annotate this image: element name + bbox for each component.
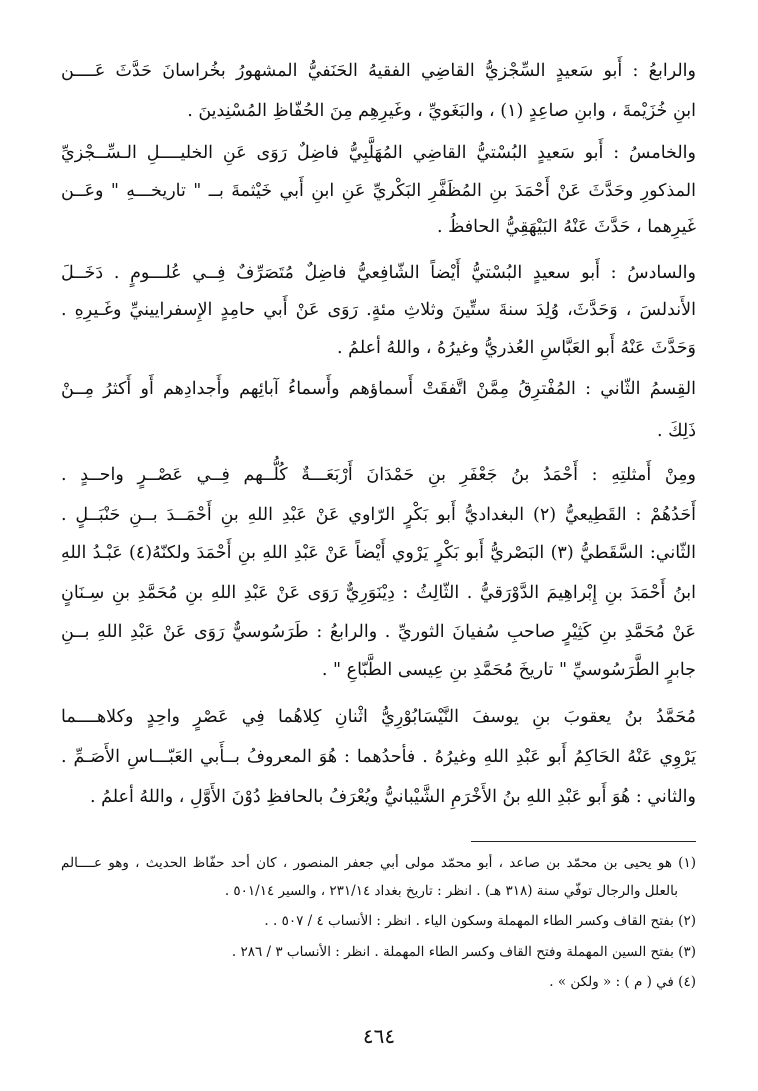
footnote-line: (٣) بفتح السين المهملة وفتح القاف وكسر الطاء المهملة . انظر : الأنساب ٣ / ٢٨٦ . [231,944,696,960]
body-line: جابرٍ الطَّرَسُوسيِّ " تاريخَ مُحَمَّدِ بنِ عِيسى الطَّبّاعِ " . [321,660,696,680]
body-line: والثاني : هُوَ أَبو عَبْدِ اللهِ بنُ الأَخْرَمِ الشَّيْبانيُّ ويُعْرَفُ بالحافظِ دُوْنَ الأَوَّلِ ، واللهُ أعلمُ . [89,787,696,807]
footnote-line: (١) هو يحيى بن محمّد بن صاعد ، أبو محمّد مولى أبي جعفر المنصور ، كان أحد حفّاظ الحديث ، وهو عــــالم [61,855,696,871]
body-line: يَرْوِي عَنْهُ الحَاكِمُ أَبو عَبْدِ اللهِ وغيرُهُ . فأحدُهما : هُوَ المعروفُ بــأَبي العَبّـــاسِ الأَصَـمِّ . [61,747,696,767]
body-line: الثّاني: السَّقَطيُّ (٣) البَصْريُّ أَبو بَكْرٍ يَرْوي أَيْضاً عَنْ عَبْدِ اللهِ بنِ أَحْمَدَ ولكنّهُ(٤) عَبْـدُ اللهِ [61,543,696,563]
footnote-separator [471,841,696,842]
body-line: وَحَدَّثَ عَنْهُ أَبو العَبَّاسِ العُذريُّ وغيرُهُ ، واللهُ أعلمُ . [337,338,696,358]
body-line: مُحَمَّدُ بنُ يعقوبَ بنِ يوسفَ النَّيْسَابُوْرِيُّ اثْنانِ كِلاهُما فِي عَصْرٍ واحِدٍ وكلاهــــما [61,707,696,727]
body-line: غَيرِهما ، حَدَّثَ عَنْهُ البَيْهَقِيُّ الحافظُ . [437,217,696,237]
body-line: والسادسُ : أَبو سعيدٍ البُسْتيُّ أَيْضاً الشّافِعيُّ فاضِلٌ مُتَصَرِّفٌ فِــي عُلـــومٍ . دَخَــلَ [61,263,696,283]
body-line: أَحَدُهُمْ : القَطِيعيُّ (٢) البغداديُّ أَبو بَكْرٍ الرّاوي عَنْ عَبْدِ اللهِ بنِ أَحْمَــدَ بــنِ حَنْبَــلٍ . [61,505,696,525]
page-number: ٤٦٤ [362,1024,396,1048]
footnote-line: (٢) بفتح القاف وكسر الطاء المهملة وسكون الياء . انظر : الأنساب ٤ / ٥٠٧ . . [264,913,696,929]
body-line: ابنِ خُزَيْمةَ ، وابنِ صاعِدٍ (١) ، والبَغَويِّ ، وغَيرِهِم مِنَ الحُفّاظِ المُسْنِدينَ . [187,101,696,121]
body-line: ابنُ أَحْمَدَ بنِ إِبْراهِيمَ الدَّوْرَقيُّ . الثّالِثُ : دِيْنَوَرِيٌّ رَوَى عَنْ عَبْدِ اللهِ بنِ مُحَمَّدِ بنِ سِـنَانٍ [61,583,696,603]
body-line: الأَندلسَ ، وَحَدَّثَ، وُلِدَ سنةَ ستِّينَ وثلاثِ مئةٍ. رَوَى عَنْ أَبي حامِدٍ الإِسفرايينيِّ وغَـيرِهِ . [61,300,696,320]
body-line: عَنْ مُحَمَّدِ بنِ كَثِيْرٍ صاحبِ سُفيانَ الثوريِّ . والرابعُ : طَرَسُوسيٌّ رَوَى عَنْ عَبْدِ اللهِ بــنِ [61,622,696,642]
body-line: والرابعُ : أَبو سَعيدٍ السِّجْزيُّ القاضِي الفقيهُ الحَنَفيُّ المشهورُ بخُراسانَ حَدَّثَ عَــــن [61,61,696,81]
footnote-line: بالعلل والرجال توفّي سنة (٣١٨ هـ) . انظر : تاريخ بغداد ٢٣١/١٤ ، والسير ٥٠١/١٤ . [224,883,678,899]
body-line: والخامسُ : أَبو سَعيدٍ البُسْتيُّ القاضِي المُهَلَّبِيُّ فاضِلٌ رَوَى عَنِ الخليــــلِ الـسِّــجْزيِّ [61,143,696,163]
footnote-line: (٤) في ( م ) : « ولكن » . [549,974,696,990]
body-line: ومِنْ أَمثلتِهِ : أَحْمَدُ بنُ جَعْفَرِ بنِ حَمْدَانَ أَرْبَعَـــةٌ كُلُّــهم فِــي عَصْــرٍ واحــدٍ . [61,465,696,485]
section-heading-line: القِسمُ الثّاني : المُفْترِقُ مِمَّنْ اتَّفقَتْ أَسماؤهم وأَسماءُ آبائِهم وأَجدادِهم أَو أَكثرُ مِــنْ [61,379,696,399]
body-line: ذَلِكَ . [657,421,696,441]
body-line: المذكورِ وحَدَّثَ عَنْ أَحْمَدَ بنِ المُظَفَّرِ البَكْريِّ عَنِ ابنِ أَبي خَيْثمةَ بــ " تاريخـــهِ " وعَــن [61,181,696,201]
